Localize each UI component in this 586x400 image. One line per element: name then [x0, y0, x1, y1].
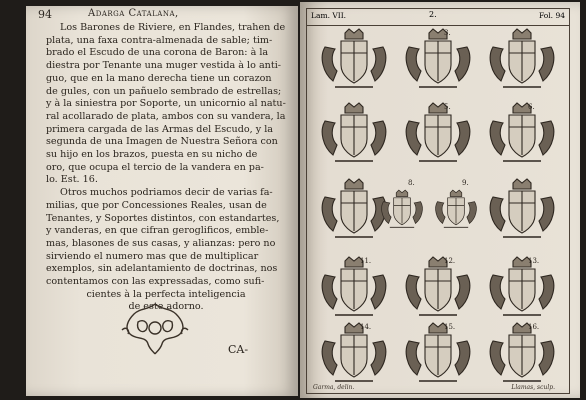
arms-number-label: 6. — [528, 103, 535, 111]
coat-of-arms-icon — [399, 321, 477, 387]
arms-number-label: 14. — [360, 323, 372, 331]
coat-of-arms-icon — [315, 255, 393, 321]
plate-folio: Fol. 94 — [538, 11, 565, 20]
plate-label: Lam. VII. — [311, 11, 347, 20]
plate-number: 2. — [429, 10, 437, 19]
text-line: segunda de una Imagen de Nuestra Señora con — [46, 136, 278, 148]
plate-header — [307, 9, 569, 26]
text-line: ral acollarado de plata, ambos con su vandera, la — [46, 110, 286, 122]
text-line: sirviendo el numero mas que de multiplicar — [46, 250, 259, 262]
text-line: oro, que ocupa el tercio de la vandera en pa- — [46, 161, 264, 173]
engraver-delineator: Garma, delin. — [313, 384, 355, 391]
arms-number-label: 11. — [360, 257, 372, 265]
text-line: contentamos con las expressadas, como sufi- — [46, 276, 265, 288]
coat-of-arms-icon — [483, 321, 561, 387]
engraved-plate — [306, 8, 570, 394]
text-line: plata, una faxa contra-almenada de sable; tim- — [46, 34, 273, 46]
text-line: y à la siniestra por Soporte, un unicornio al natu- — [46, 98, 286, 110]
arms-number-label: 16. — [528, 323, 540, 331]
text-line: mas, blasones de sus casas, y alianzas: pero no — [46, 237, 276, 249]
text-line: cientes à la perfecta inteligencia — [86, 288, 246, 300]
arms-number-label: 3. — [444, 29, 451, 37]
text-line: de este adorno. — [128, 301, 204, 313]
text-line: guo, que en la mano derecha tiene un corazon — [46, 72, 272, 84]
arms-number-label: 9. — [462, 179, 469, 187]
paragraph-1 — [46, 22, 286, 187]
text-line: diestra por Tenante una muger vestida à lo anti- — [46, 60, 282, 72]
coat-of-arms-icon — [483, 101, 561, 167]
coat-of-arms-icon — [315, 27, 393, 93]
text-line: Otros muchos podriamos decir de varias fa- — [60, 187, 273, 199]
body-text — [46, 22, 286, 314]
coat-of-arms-icon — [315, 321, 393, 387]
coat-of-arms-icon — [431, 177, 481, 243]
text-line: Tenantes, y Soportes distintos, con estandartes, — [46, 212, 280, 224]
engraver-sculptor: Llamas, sculp. — [511, 384, 555, 391]
coat-of-arms-icon — [315, 101, 393, 167]
coat-of-arms-icon — [399, 255, 477, 321]
text-line: de gules, con un pañuelo sembrado de estrellas; — [46, 85, 282, 97]
paragraph-2 — [46, 187, 286, 314]
coat-of-arms-icon — [377, 177, 427, 243]
coat-of-arms-icon — [483, 255, 561, 321]
text-line: su hijo en los brazos, puesta en su nicho de — [46, 149, 258, 161]
arms-number-label: 13. — [528, 257, 540, 265]
arms-number-label: 15. — [444, 323, 456, 331]
text-line: Los Barones de Riviere, en Flandes, trahen de — [60, 22, 286, 33]
page-number: 94 — [38, 8, 52, 21]
catchword: CA- — [228, 343, 249, 356]
text-line: primera cargada de las Armas del Escudo, y la — [46, 123, 273, 135]
text-line: y vanderas, en que cifran geroglificos, emble- — [46, 225, 269, 237]
arms-number-label: 12. — [444, 257, 456, 265]
coat-of-arms-icon — [483, 177, 561, 243]
arms-number-label: 5. — [444, 103, 451, 111]
arms-number-label: 8. — [408, 179, 415, 187]
text-line: lo. Est. 16. — [46, 174, 98, 186]
coat-of-arms-icon — [483, 27, 561, 93]
coat-of-arms-icon — [399, 27, 477, 93]
text-line: brado el Escudo de una corona de Baron: à la — [46, 47, 269, 59]
text-line: milias, que por Concessiones Reales, usan de — [46, 199, 267, 211]
coat-of-arms-icon — [399, 101, 477, 167]
text-line: exemplos, sin adelantamiento de doctrinas, nos — [46, 263, 278, 275]
running-title: Adarga Catalana, — [88, 8, 179, 19]
ornament-vignette-icon — [118, 300, 192, 356]
